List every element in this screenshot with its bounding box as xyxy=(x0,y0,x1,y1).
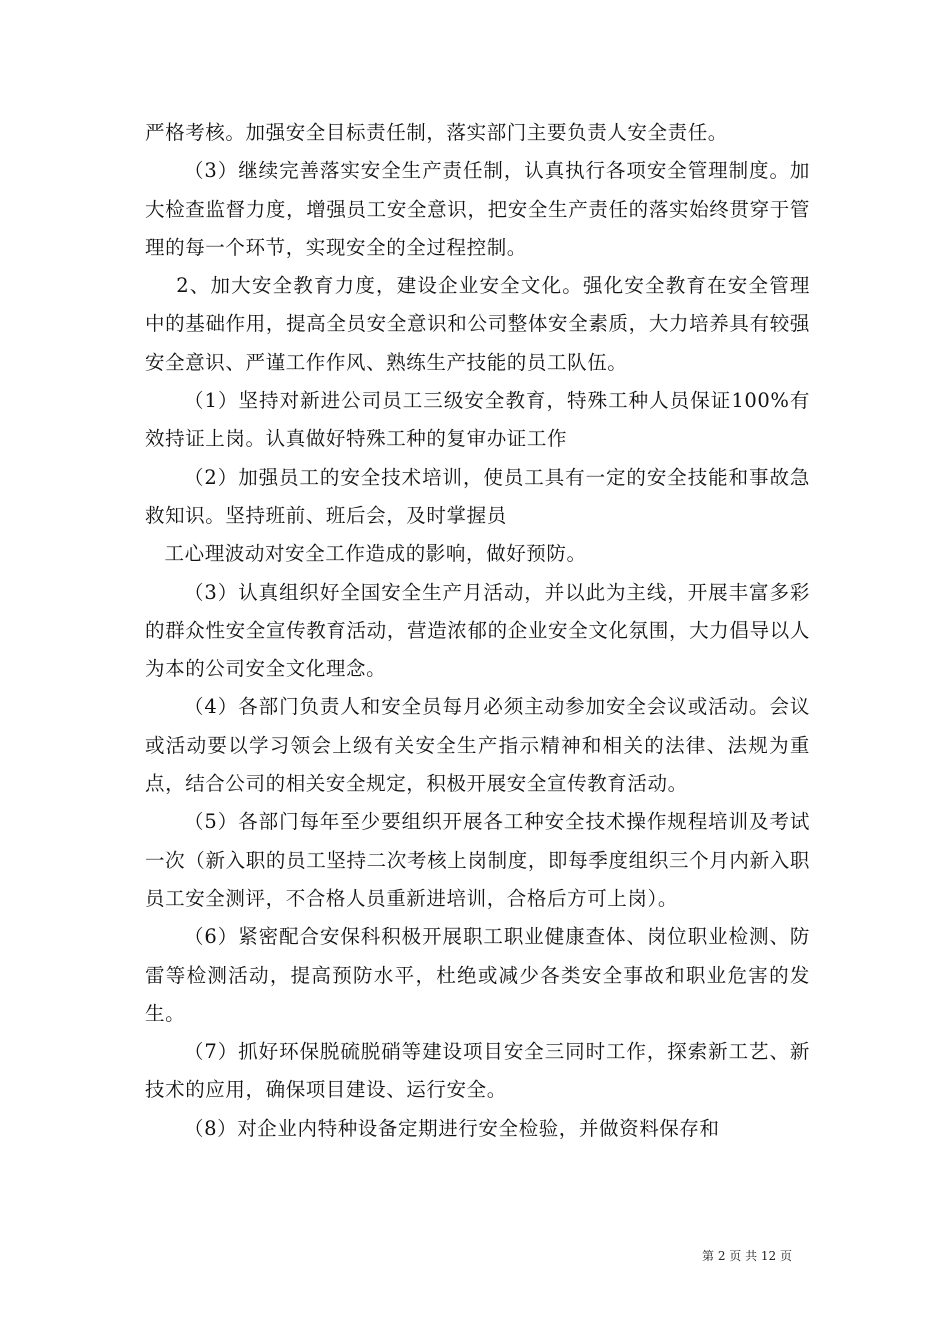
paragraph-item-1-new-staff: （1）坚持对新进公司员工三级安全教育，特殊工种人员保证100%有效持证上岗。认真做好特殊工种的复审办证工作 xyxy=(145,389,810,451)
paragraph-section-2-education: 2、加大安全教育力度，建设企业安全文化。强化安全教育在安全管理中的基础作用，提高全员安全意识和公司整体安全素质，大力培养具有较强安全意识、严谨工作作风、熟练生产技能的员工队伍。 xyxy=(145,274,810,374)
paragraph-item-3-responsibility: （3）继续完善落实安全生产责任制，认真执行各项安全管理制度。加大检查监督力度，增强员工安全意识，把安全生产责任的落实始终贯穿于管理的每一个环节，实现安全的全过程控制。 xyxy=(145,159,810,259)
paragraph-item-2-continued: 工心理波动对安全工作造成的影响，做好预防。 xyxy=(164,542,587,566)
paragraph-item-7-projects: （7）抓好环保脱硫脱硝等建设项目安全三同时工作，探索新工艺、新技术的应用，确保项目建设、运行安全。 xyxy=(145,1040,810,1102)
paragraph-item-4-meetings: （4）各部门负责人和安全员每月必须主动参加安全会议或活动。会议或活动要以学习领会上级有关安全生产指示精神和相关的法律、法规为重点，结合公司的相关安全规定，积极开展安全宣传教育活动。 xyxy=(145,695,810,796)
paragraph-item-3-safety-month: （3）认真组织好全国安全生产月活动，并以此为主线，开展丰富多彩的群众性安全宣传教育活动，营造浓郁的企业安全文化氛围，大力倡导以人为本的公司安全文化理念。 xyxy=(145,580,810,681)
paragraph-item-8-equipment: （8）对企业内特种设备定期进行安全检验，并做资料保存和 xyxy=(184,1116,720,1140)
document-body xyxy=(145,114,810,1148)
paragraph-item-5-exams: （5）各部门每年至少要组织开展各工种安全技术操作规程培训及考试一次（新入职的员工坚持二次考核上岗制度，即每季度组织三个月内新入职员工安全测评，不合格人员重新进培训，合格后方可上岗）。 xyxy=(145,810,810,910)
paragraph-item-6-health-checks: （6）紧密配合安保科积极开展职工职业健康查体、岗位职业检测、防雷等检测活动，提高预防水平，杜绝或减少各类安全事故和职业危害的发生。 xyxy=(145,925,810,1025)
page-number-footer: 第 2 页 共 12 页 xyxy=(702,1249,792,1263)
paragraph-continuation: 严格考核。加强安全目标责任制，落实部门主要负责人安全责任。 xyxy=(145,121,728,144)
paragraph-item-2-training: （2）加强员工的安全技术培训，使员工具有一定的安全技能和事故急救知识。坚持班前、班后会，及时掌握员 xyxy=(145,465,810,527)
